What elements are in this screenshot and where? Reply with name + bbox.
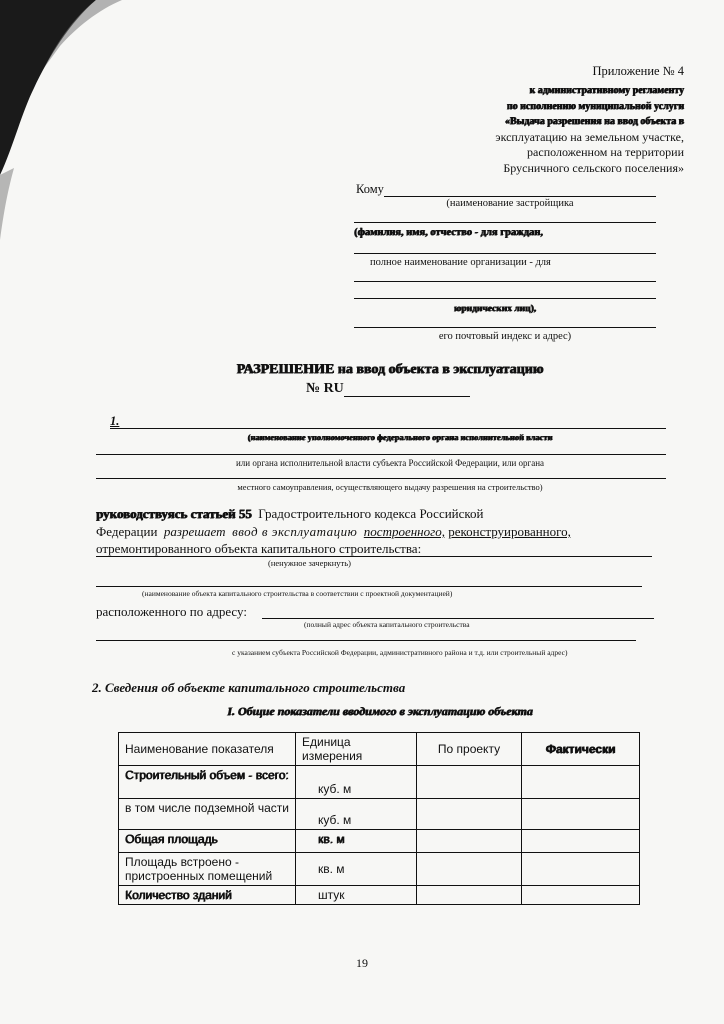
- table-cell-actual: [522, 886, 640, 905]
- table-cell-name: Площадь встроено - пристроенных помещений: [119, 853, 296, 886]
- permit-number-line: [344, 396, 470, 397]
- section1-line: [110, 428, 666, 429]
- section1-note: или органа исполнительной власти субъекта Российской Федерации, или органа: [235, 458, 545, 468]
- table-cell-project: [417, 799, 522, 830]
- section2-title: 2. Сведения об объекте капитального строительства: [92, 680, 406, 695]
- addressee-note: (фамилия, имя, отчество - для граждан,: [354, 227, 543, 238]
- table-cell-unit: штук: [296, 886, 417, 905]
- table-row: [119, 766, 640, 799]
- table-cell-actual: [522, 766, 640, 799]
- section1-note: (наименование уполномоченного федерального органа исполнительной власти: [247, 432, 553, 442]
- section1-body-line2: [96, 524, 656, 540]
- section1-note: (полный адрес объекта капитального строительства: [304, 620, 470, 629]
- table-cell-project: [417, 830, 522, 853]
- table-cell-actual: [522, 830, 640, 853]
- table-cell-unit: кв. м: [296, 830, 417, 853]
- table-cell-name: Общая площадь: [119, 830, 296, 853]
- table-cell-actual: [522, 799, 640, 830]
- to-label: Кому: [356, 182, 384, 196]
- table-header-cell: По проекту: [417, 733, 522, 766]
- table-cell-name: в том числе подземной части: [119, 799, 296, 830]
- document-title: [150, 362, 630, 378]
- address-line: [96, 640, 636, 641]
- appendix-line: эксплуатацию на земельном участке,: [495, 129, 684, 144]
- indicators-table: [118, 732, 640, 905]
- document-title-text: РАЗРЕШЕНИЕ на ввод объекта в эксплуатацию: [236, 362, 544, 377]
- appendix-line: Брусничного сельского поселения»: [503, 160, 684, 175]
- section1-body-text: построенного,: [363, 524, 445, 539]
- table-cell-unit: куб. м: [296, 766, 417, 799]
- addressee-line: [354, 327, 656, 328]
- addressee-note: (наименование застройщика: [446, 198, 574, 209]
- address-label: расположенного по адресу:: [96, 604, 247, 619]
- section1-line: [96, 556, 652, 557]
- section1-body-text: ввод в эксплуатацию: [232, 524, 358, 539]
- section1-number: 1.: [110, 414, 120, 428]
- table-cell-unit: куб. м: [296, 799, 417, 830]
- appendix-line: расположенном на территории: [527, 145, 684, 159]
- appendix-lines: [344, 83, 684, 176]
- addressee-line: [354, 281, 656, 282]
- addressee-note: его почтовый индекс и адрес): [438, 331, 572, 342]
- table-cell-name: Количество зданий: [119, 886, 296, 905]
- table-row: [119, 853, 640, 886]
- table-cell-project: [417, 886, 522, 905]
- table-header-cell: Единица измерения: [296, 733, 417, 766]
- table-row: [119, 830, 640, 853]
- section1-body-line1: [96, 506, 484, 522]
- section1-body-text: Градостроительного кодекса Российской: [258, 506, 484, 521]
- section1-line: [96, 454, 666, 455]
- section1-body-text: Федерации: [96, 524, 158, 539]
- appendix-title: [344, 64, 684, 79]
- table-cell-project: [417, 853, 522, 886]
- section1-body-text: разрешает: [163, 524, 226, 539]
- section1-line: [96, 586, 642, 587]
- section1-note: местного самоуправления, осуществляющего выдачу разрешения на строительство): [237, 482, 543, 492]
- section1-line: [96, 478, 666, 479]
- to-line: [384, 196, 656, 197]
- appendix-line: к административному регламенту: [529, 85, 684, 96]
- table-cell-name: Строительный объем - всего:: [119, 766, 296, 799]
- section1-body-text: отремонтированного объекта капитального строительства:: [96, 541, 422, 556]
- table-row: [119, 799, 640, 830]
- table-cell-actual: [522, 853, 640, 886]
- table-row: [119, 886, 640, 905]
- table-header-row: [119, 733, 640, 766]
- appendix-title-text: Приложение № 4: [592, 64, 684, 78]
- section1-note: (ненужное зачеркнуть): [268, 558, 351, 568]
- section2-subtitle: I. Общие показатели вводимого в эксплуатацию объекта: [227, 704, 533, 718]
- page-number: 19: [356, 956, 368, 970]
- addressee-note: юридических лиц),: [453, 304, 537, 314]
- section1-body-line3: [96, 541, 421, 557]
- permit-number-label: № RU: [306, 381, 344, 396]
- addressee-line: [354, 298, 656, 299]
- section1-body-text: реконструированного,: [448, 524, 571, 539]
- table-cell-project: [417, 766, 522, 799]
- addressee-line: [354, 253, 656, 254]
- section1-note: с указанием субъекта Российской Федерации, административного района и т.д. или строительный адрес): [232, 648, 568, 657]
- addressee-note: полное наименование организации - для: [370, 257, 551, 268]
- section1-note: (наименование объекта капитального строительства в соответствии с проектной документацией): [142, 589, 453, 598]
- table-cell-unit: кв. м: [296, 853, 417, 886]
- table-header-cell: Наименование показателя: [119, 733, 296, 766]
- section1-body-text: руководствуясь статьей 55: [96, 506, 252, 521]
- table-header-cell: Фактически: [522, 733, 640, 766]
- appendix-line: «Выдача разрешения на ввод объекта в: [504, 116, 684, 127]
- appendix-line: по исполнению муниципальной услуги: [506, 100, 684, 112]
- addressee-line: [354, 222, 656, 223]
- address-line: [262, 618, 654, 619]
